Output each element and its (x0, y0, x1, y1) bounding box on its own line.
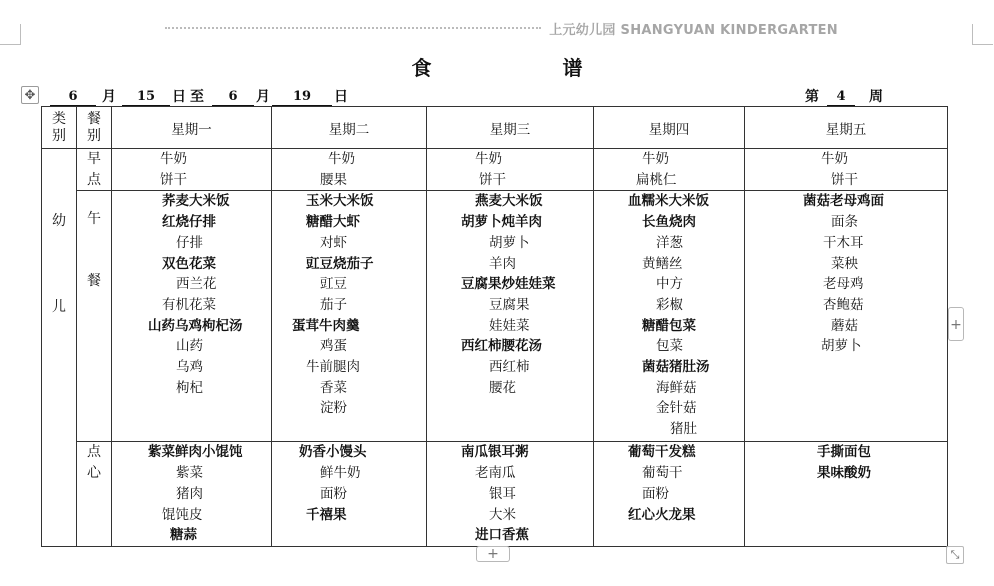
meal-name-cell (77, 442, 112, 547)
dish-name: 西红柿腰花汤 (461, 338, 542, 355)
add-row-button[interactable]: + (476, 546, 510, 562)
menu-cell (745, 191, 948, 442)
ingredient-name: 淀粉 (320, 400, 347, 417)
ingredient-name: 葡萄干 (642, 465, 683, 482)
ingredient-name: 面条 (831, 214, 858, 231)
dish-name: 红心火龙果 (628, 506, 696, 523)
ingredient-name: 鸡蛋 (320, 338, 347, 355)
ingredient-name: 面粉 (642, 485, 669, 502)
ingredient-name: 鲜牛奶 (320, 465, 361, 482)
page-header (0, 18, 994, 38)
ingredient-name: 菜秧 (831, 255, 858, 272)
ingredient-name: 羊肉 (489, 255, 516, 272)
meal-header-cell (77, 107, 112, 149)
ingredient-name: 胡萝卜 (489, 234, 530, 251)
day-label: 日 (172, 89, 186, 105)
menu-cell (594, 442, 745, 547)
dish-name: 胡萝卜炖羊肉 (461, 214, 542, 231)
ingredient-name: 西兰花 (176, 276, 217, 293)
meal-row-snack (42, 442, 948, 547)
dish-name: 长鱼烧肉 (642, 214, 696, 231)
end-month: 6 (212, 89, 254, 106)
ingredient-name: 腰花 (489, 379, 516, 396)
meal-name-char: 早 (87, 151, 101, 167)
dish-name: 奶香小馒头 (299, 444, 367, 461)
dish-name: 糖醋包菜 (642, 317, 696, 334)
ingredient-name: 乌鸡 (176, 359, 203, 376)
category-header-cell (42, 107, 77, 149)
meal-name-char: 点 (87, 171, 101, 188)
ingredient-name: 黄鳝丝 (642, 255, 683, 272)
ingredient-name: 牛奶 (160, 151, 187, 167)
ingredient-name: 豇豆 (320, 276, 347, 293)
ingredient-name: 茄子 (320, 296, 347, 313)
ingredient-name: 牛奶 (328, 151, 355, 167)
day-header-monday: 星期一 (112, 107, 272, 149)
dish-name: 菌菇猪肚汤 (642, 359, 710, 376)
meal-row-lunch (42, 191, 948, 442)
table-resize-handle-icon[interactable]: ⤡ (946, 546, 964, 564)
ingredient-name: 馄饨皮 (162, 506, 203, 523)
ingredient-name: 牛奶 (821, 151, 848, 167)
meal-name-cell (77, 191, 112, 442)
ingredient-name: 彩椒 (656, 296, 683, 313)
week-info (805, 86, 883, 106)
ingredient-name: 对虾 (320, 234, 347, 251)
ingredient-name: 紫菜 (176, 465, 203, 482)
meal-name-char: 午 (87, 211, 101, 228)
meal-name-cell (77, 149, 112, 191)
menu-cell (594, 149, 745, 191)
date-range (50, 86, 350, 106)
week-prefix: 第 (805, 89, 819, 105)
ingredient-name: 腰果 (320, 171, 347, 188)
menu-cell (594, 191, 745, 442)
menu-cell (112, 149, 272, 191)
ingredient-name: 洋葱 (656, 234, 683, 251)
dish-name: 蛋茸牛肉羹 (292, 317, 360, 334)
dish-name: 千禧果 (306, 506, 347, 523)
ingredient-name: 枸杞 (176, 379, 203, 396)
ingredient-name: 猪肉 (176, 485, 203, 502)
dish-name: 进口香蕉 (475, 527, 529, 544)
meal-name-char: 心 (87, 465, 101, 482)
ingredient-name: 豆腐果 (489, 296, 530, 313)
dish-name: 血糯米大米饭 (628, 193, 709, 210)
dish-name: 玉米大米饭 (306, 193, 374, 210)
ingredient-name: 有机花菜 (162, 296, 216, 313)
kindergarten-brand: 上元幼儿园 SHANGYUAN KINDERGARTEN (549, 22, 838, 38)
dish-name: 红烧仔排 (162, 214, 216, 231)
to-label: 至 (190, 89, 204, 105)
meal-name-char: 点 (87, 444, 101, 461)
menu-cell (272, 149, 427, 191)
week-number: 4 (827, 89, 855, 106)
menu-cell (745, 442, 948, 547)
ingredient-name: 老母鸡 (823, 276, 864, 293)
ingredient-name: 饼干 (479, 171, 506, 188)
meal-name-char: 餐 (87, 273, 101, 290)
category-header-char: 类 (52, 110, 66, 127)
table-header-row (42, 107, 948, 149)
dish-name: 双色花菜 (162, 255, 216, 272)
dish-name: 南瓜银耳粥 (461, 444, 529, 461)
table-move-handle-icon[interactable]: ✥ (21, 86, 39, 104)
menu-cell (112, 442, 272, 547)
add-column-button[interactable]: + (948, 307, 964, 341)
ingredient-name: 饼干 (160, 171, 187, 188)
menu-cell (272, 191, 427, 442)
header-dotted-line (165, 27, 541, 29)
ingredient-name: 西红柿 (489, 359, 530, 376)
ingredient-name: 面粉 (320, 485, 347, 502)
ingredient-name: 胡萝卜 (821, 338, 862, 355)
day-header-friday: 星期五 (745, 107, 948, 149)
ingredient-name: 牛奶 (475, 151, 502, 167)
category-char: 儿 (52, 299, 66, 315)
category-char: 幼 (52, 213, 66, 229)
meal-header-char: 别 (87, 127, 101, 144)
ingredient-name: 包菜 (656, 338, 683, 355)
ingredient-name: 蘑菇 (831, 317, 858, 334)
week-suffix: 周 (869, 89, 883, 105)
ingredient-name: 山药 (176, 338, 203, 355)
menu-cell (427, 191, 594, 442)
dish-name: 豆腐果炒娃娃菜 (461, 276, 556, 293)
dish-name: 紫菜鲜肉小馄饨 (148, 444, 243, 461)
dish-name: 糖醋大虾 (306, 214, 360, 231)
ingredient-name: 干木耳 (823, 234, 864, 251)
ingredient-name: 香菜 (320, 379, 347, 396)
ingredient-name: 大米 (489, 506, 516, 523)
day-header-tuesday: 星期二 (272, 107, 427, 149)
page-title: 食 谱 (411, 56, 645, 80)
ingredient-name: 仔排 (176, 234, 203, 251)
menu-table (41, 106, 948, 547)
day-label: 日 (334, 89, 348, 105)
start-day: 15 (122, 89, 170, 106)
menu-cell (427, 442, 594, 547)
ingredient-name: 牛奶 (642, 151, 669, 167)
dish-name: 荞麦大米饭 (162, 193, 230, 210)
ingredient-name: 扁桃仁 (636, 171, 677, 188)
dish-name: 糖蒜 (170, 527, 197, 544)
dish-name: 山药乌鸡枸杞汤 (148, 317, 243, 334)
menu-cell (427, 149, 594, 191)
menu-cell (272, 442, 427, 547)
ingredient-name: 中方 (656, 276, 683, 293)
category-cell (42, 149, 77, 547)
dish-name: 菌菇老母鸡面 (803, 193, 884, 210)
day-header-wednesday: 星期三 (427, 107, 594, 149)
month-label: 月 (102, 89, 116, 105)
dish-name: 果味酸奶 (817, 465, 871, 482)
ingredient-name: 老南瓜 (475, 465, 516, 482)
end-day: 19 (272, 89, 332, 106)
start-month: 6 (50, 89, 96, 106)
meal-row-breakfast (42, 149, 948, 191)
ingredient-name: 杏鲍菇 (823, 296, 864, 313)
category-header-char: 别 (52, 127, 66, 144)
menu-cell (745, 149, 948, 191)
day-header-thursday: 星期四 (594, 107, 745, 149)
dish-name: 豇豆烧茄子 (306, 255, 374, 272)
ingredient-name: 牛前腿肉 (306, 359, 360, 376)
ingredient-name: 饼干 (831, 171, 858, 188)
ingredient-name: 银耳 (489, 485, 516, 502)
month-label: 月 (256, 89, 270, 105)
ingredient-name: 金针菇 (656, 400, 697, 417)
ingredient-name: 海鲜菇 (656, 379, 697, 396)
dish-name: 葡萄干发糕 (628, 444, 696, 461)
ingredient-name: 猪肚 (670, 421, 697, 438)
ingredient-name: 娃娃菜 (489, 317, 530, 334)
dish-name: 燕麦大米饭 (475, 193, 543, 210)
dish-name: 手撕面包 (817, 444, 871, 461)
menu-cell (112, 191, 272, 442)
meal-header-char: 餐 (87, 110, 101, 127)
